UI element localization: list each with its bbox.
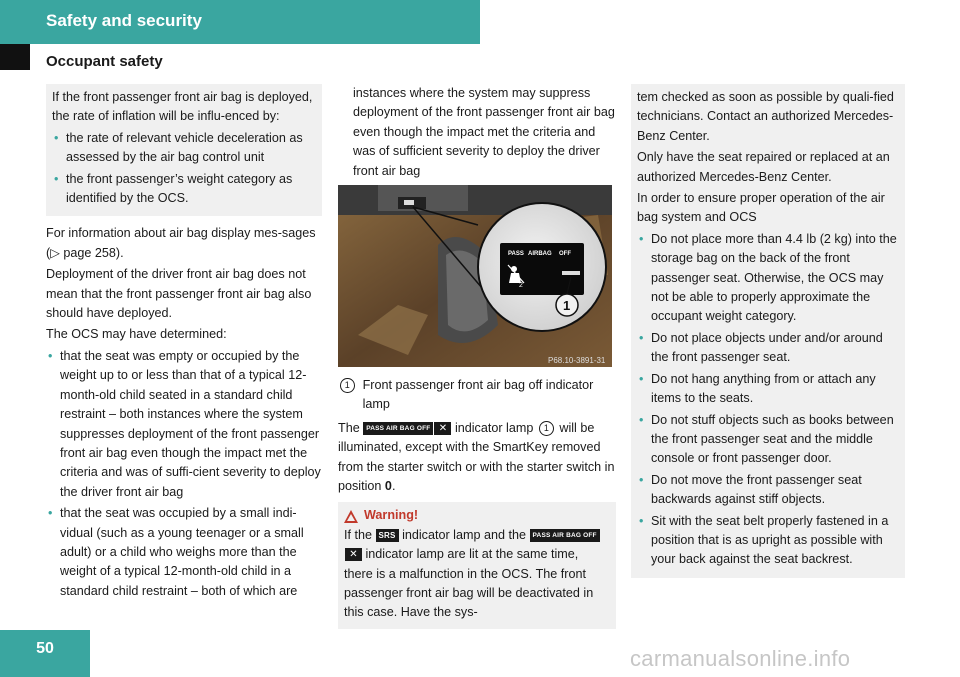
switch-label-off: OFF [559,251,571,257]
column-right [631,84,905,578]
column-middle-text [353,84,615,183]
photo-code: P68.10-3891-31 [548,356,606,365]
callout-number: 1 [563,298,571,313]
paragraph: For information about air bag display mes-sages (▷ page 258). [46,226,316,260]
text-run: . [391,479,396,494]
info-box [46,84,322,216]
list-item: • Sit with the seat belt properly fastened in a position that is as upright as possible with your back against the seat backrest. [637,512,899,570]
section-marker [0,44,30,70]
section-header-band [0,0,480,44]
caption-marker: 1 [340,378,355,393]
warning-title [344,506,610,525]
list-item: • Do not move the front passenger seat backwards against stiff objects. [637,471,899,510]
svg-text:2: 2 [519,282,523,289]
reference-marker: 1 [539,421,554,436]
text-run: indicator lamp and the [402,527,526,542]
text-run: indicator lamp [454,420,534,435]
list-item: • Do not stuff objects such as books between the front passenger seat and the middle console or front passenger door. [637,411,899,469]
figure-caption [338,376,616,415]
text-run: The [338,420,360,435]
srs-badge: SRS [376,529,399,542]
list-item: • that the seat was occupied by a small indi-vidual (such as a young teenager or a small adult) or a child who weighs more than the weight of a typical 12-month-old child in a standard child restraint – both of which are [46,504,322,601]
position-value: 0 [384,479,392,494]
warning-box [338,502,616,628]
text-run: If the [344,527,373,542]
photo-illustration [338,185,612,367]
list-item: • Do not place objects under and/or around the front passenger seat. [637,329,899,368]
switch-label-pass: PASS [508,251,524,257]
pass-airbag-off-badge: PASS AIR BAG OFF [363,422,433,435]
indicator-lamp [562,271,580,275]
text-run: will be illuminated, except with the SmartKey removed from the starter switch or with the starter switch in position [338,420,615,494]
paragraph [338,419,616,497]
page-number: 50 [36,640,54,657]
info-box-intro: If the front passenger front air bag is deployed, the rate of inflation will be influ-enced by: [52,90,313,124]
column-middle-lower [338,376,616,629]
list-item: • Do not place more than 4.4 lb (2 kg) into the storage bag on the back of the front passenger seat. Otherwise, the OCS may not be able to properly approximate the occupant weight category. [637,230,899,327]
warning-icon [344,510,358,523]
warning-title-text: Warning! [364,508,419,523]
paragraph: Deployment of the driver front air bag does not mean that the front passenger front air bag also should have deployed. [46,267,312,321]
paragraph: In order to ensure proper operation of the air bag system and OCS [637,191,885,225]
paragraph: The OCS may have determined: [46,327,227,342]
column-left [46,84,322,603]
passenger-airbag-icon: ✕ [345,548,362,561]
caption-text: Front passenger front air bag off indicator lamp [362,378,594,412]
continued-warning-box [631,84,905,578]
list-item: • the rate of relevant vehicle deceleration as assessed by the air bag control unit [52,129,316,168]
passenger-airbag-icon: ✕ [434,422,451,435]
list-item: • that the seat was empty or occupied by the weight up to or less than that of a typical 12-month-old child seated in a standard child restraint – both instances where the system suppresses deployment of the front passenger front air bag even though the impact met the criteria and was of suffi-cient severity to deploy the driver front air bag [46,347,322,502]
paragraph: instances where the system may suppress deployment of the front passenger front air bag even though the impact met the criteria and was of sufficient severity to deploy the driver front air bag [353,86,615,178]
pass-airbag-off-badge: PASS AIR BAG OFF [530,529,600,542]
paragraph: Only have the seat repaired or replaced at an authorized Mercedes-Benz Center. [637,150,890,184]
warning-text [344,526,610,623]
airbag-switch-photo [338,185,612,367]
watermark: carmanualsonline.info [630,646,851,671]
text-run: indicator lamp are lit at the same time, there is a malfunction in the OCS. The front passenger front air bag will be deactivated in this case. Have the sys- [344,547,594,620]
section-title: Safety and security [46,11,202,30]
page-subheading: Occupant safety [46,53,163,70]
paragraph: tem checked as soon as possible by quali-fied technicians. Contact an authorized Mercedes-Benz Center. [637,90,894,143]
switch-label-airbag: AIRBAG [528,251,552,257]
page-number-tab [0,630,90,677]
list-item: • the front passenger’s weight category as identified by the OCS. [52,170,316,209]
list-item: • Do not hang anything from or attach any items to the seats. [637,370,899,409]
